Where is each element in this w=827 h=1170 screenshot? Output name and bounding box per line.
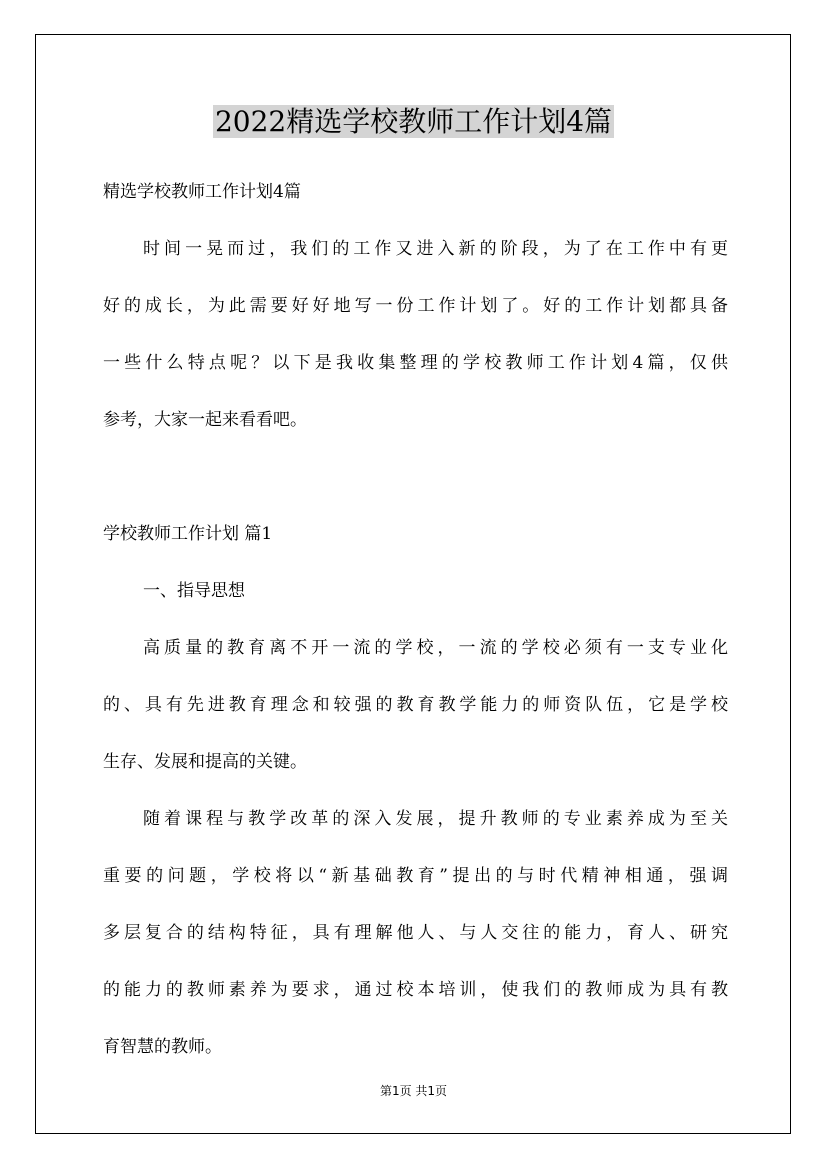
section-heading: 学校教师工作计划 篇1 — [103, 524, 273, 544]
blank-line — [103, 449, 728, 506]
para2-line-2: 重要的问题，学校将以“新基础教育”提出的与时代精神相通，强调 — [103, 866, 728, 886]
intro-line-2: 好的成长，为此需要好好地写一份工作计划了。好的工作计划都具备 — [103, 296, 728, 316]
para2-line-4: 的能力的教师素养为要求，通过校本培训，使我们的教师成为具有教 — [103, 980, 728, 1000]
subtitle: 精选学校教师工作计划4篇 — [103, 182, 301, 202]
para1-line-2: 的、具有先进教育理念和较强的教育教学能力的师资队伍，它是学校 — [103, 695, 728, 715]
para2-line-1: 随着课程与教学改革的深入发展，提升教师的专业素养成为至关 — [143, 809, 728, 829]
subheading: 一、指导思想 — [143, 581, 245, 601]
intro-line-3: 一些什么特点呢？以下是我收集整理的学校教师工作计划4篇，仅供 — [103, 353, 728, 373]
intro-line-1: 时间一晃而过，我们的工作又进入新的阶段，为了在工作中有更 — [143, 239, 728, 259]
intro-line-4: 参考，大家一起来看看吧。 — [103, 410, 307, 430]
document-title: 2022精选学校教师工作计划4篇 — [214, 105, 613, 138]
para1-line-1: 高质量的教育离不开一流的学校，一流的学校必须有一支专业化 — [143, 638, 728, 658]
para2-line-3: 多层复合的结构特征，具有理解他人、与人交往的能力，育人、研究 — [103, 923, 728, 943]
page-number: 第1页 共1页 — [379, 1084, 448, 1098]
para1-line-3: 生存、发展和提高的关键。 — [103, 752, 307, 772]
para2-line-5: 育智慧的教师。 — [103, 1037, 222, 1057]
document-body — [103, 164, 728, 1076]
